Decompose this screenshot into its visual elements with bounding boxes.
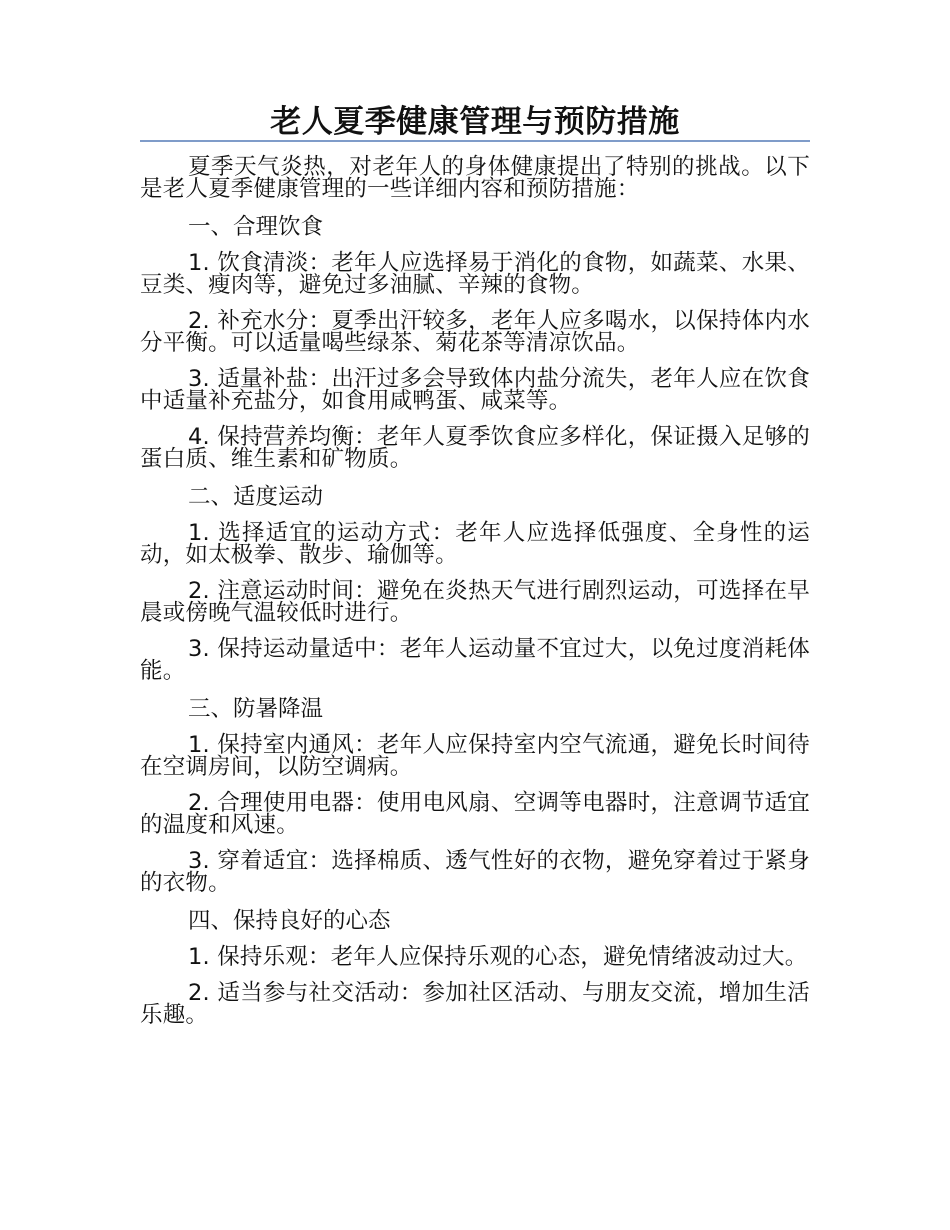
list-item: 3. 穿着适宜：选择棉质、透气性好的衣物，避免穿着过于紧身的衣物。	[140, 848, 810, 896]
list-item: 4. 保持营养均衡：老年人夏季饮食应多样化，保证摄入足够的蛋白质、维生素和矿物质。	[140, 424, 810, 472]
list-item: 1. 选择适宜的运动方式：老年人应选择低强度、全身性的运动，如太极拳、散步、瑜伽等。	[140, 520, 810, 568]
list-item: 3. 适量补盐：出汗过多会导致体内盐分流失，老年人应在饮食中适量补充盐分，如食用咸鸭蛋、咸菜等。	[140, 366, 810, 414]
section-heading: 二、适度运动	[188, 484, 324, 510]
title-underline	[140, 140, 810, 142]
section-heading: 四、保持良好的心态	[188, 908, 391, 934]
list-item: 2. 补充水分：夏季出汗较多，老年人应多喝水，以保持体内水分平衡。可以适量喝些绿茶、菊花茶等清凉饮品。	[140, 308, 810, 356]
document-title: 老人夏季健康管理与预防措施	[270, 104, 680, 140]
document-page	[140, 100, 810, 1040]
section-exercise	[140, 484, 810, 682]
section-heat-prevention	[140, 696, 810, 894]
section-heading: 一、合理饮食	[188, 214, 324, 240]
list-item: 1. 保持乐观：老年人应保持乐观的心态，避免情绪波动过大。	[188, 944, 808, 970]
list-item: 1. 保持室内通风：老年人应保持室内空气流通，避免长时间待在空调房间，以防空调病。	[140, 732, 810, 780]
list-item: 3. 保持运动量适中：老年人运动量不宜过大，以免过度消耗体能。	[140, 636, 810, 684]
list-item: 2. 适当参与社交活动：参加社区活动、与朋友交流，增加生活乐趣。	[140, 980, 810, 1028]
section-diet	[140, 214, 810, 470]
list-item: 2. 合理使用电器：使用电风扇、空调等电器时，注意调节适宜的温度和风速。	[140, 790, 810, 838]
section-mindset	[140, 908, 810, 1026]
intro-paragraph: 夏季天气炎热，对老年人的身体健康提出了特别的挑战。以下是老人夏季健康管理的一些详细内容和预防措施：	[140, 154, 810, 202]
section-heading: 三、防暑降温	[188, 696, 324, 722]
list-item: 2. 注意运动时间：避免在炎热天气进行剧烈运动，可选择在早晨或傍晚气温较低时进行。	[140, 578, 810, 626]
list-item: 1. 饮食清淡：老年人应选择易于消化的食物，如蔬菜、水果、豆类、瘦肉等，避免过多油腻、辛辣的食物。	[140, 250, 810, 298]
